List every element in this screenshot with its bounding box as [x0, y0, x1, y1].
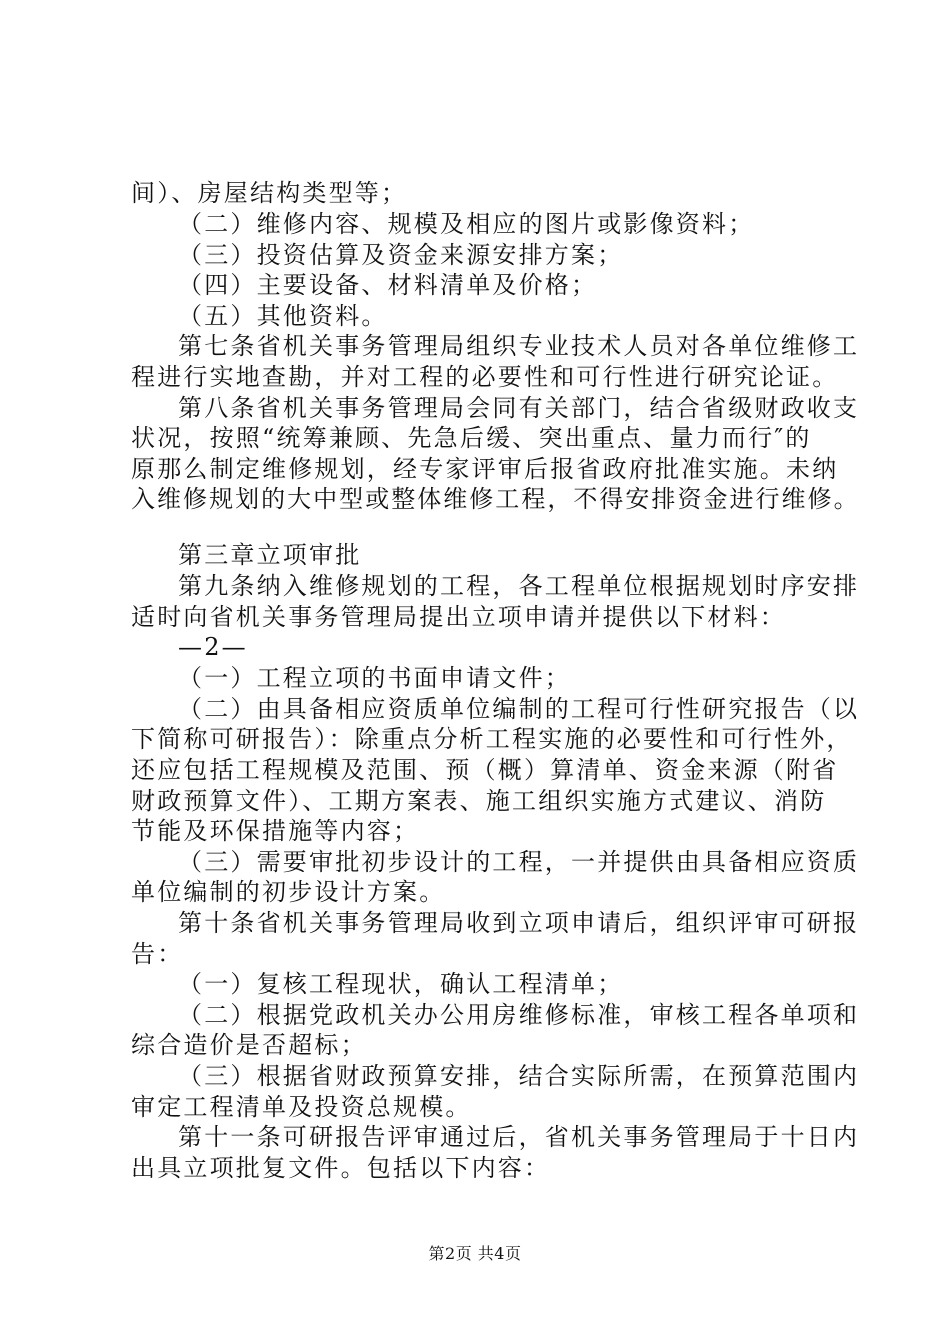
text-line: （五）其他资料。 — [178, 302, 388, 330]
text-line: 状况，按照“统筹兼顾、先急后缓、突出重点、量力而行″的 — [131, 424, 812, 452]
text-line: （四）主要设备、材料清单及价格； — [178, 271, 598, 299]
text-line: 财政预算文件）、工期方案表、施工组织实施方式建议、消防 — [131, 787, 827, 815]
text-line: （二）根据党政机关办公用房维修标准，审核工程各单项和 — [178, 1001, 860, 1029]
text-line: （三）根据省财政预算安排，结合实际所需，在预算范围内 — [178, 1062, 860, 1090]
text-line: 单位编制的初步设计方案。 — [131, 878, 446, 906]
page-footer: 第2页 共4页 — [428, 1244, 522, 1263]
text-line: 审定工程清单及投资总规模。 — [131, 1093, 472, 1121]
chapter-heading: 第三章立项审批 — [178, 541, 362, 569]
text-line: 入维修规划的大中型或整体维修工程，不得安排资金进行维修。 — [131, 485, 860, 513]
text-line: 综合造价是否超标； — [131, 1031, 367, 1059]
text-line: （二）维修内容、规模及相应的图片或影像资料； — [178, 210, 755, 238]
text-line: 告： — [131, 940, 184, 968]
text-line: 出具立项批复文件。包括以下内容： — [131, 1154, 551, 1182]
text-line: 节能及环保措施等内容； — [131, 817, 420, 845]
text-line: 还应包括工程规模及范围、预（概）算清单、资金来源（附省 — [131, 756, 839, 784]
text-line: 下简称可研报告）：除重点分析工程实施的必要性和可行性外， — [131, 725, 853, 753]
text-line: （一）复核工程现状，确认工程清单； — [178, 970, 624, 998]
text-line: 适时向省机关事务管理局提出立项申请并提供以下材料： — [131, 603, 786, 631]
text-line: （二）由具备相应资质单位编制的工程可行性研究报告（以 — [178, 695, 860, 723]
text-line: 程进行实地查勘，并对工程的必要性和可行性进行研究论证。 — [131, 363, 839, 391]
text-line: 第十一条可研报告评审通过后，省机关事务管理局于十日内 — [178, 1123, 860, 1151]
text-line: 第九条纳入维修规划的工程，各工程单位根据规划时序安排 — [178, 572, 860, 600]
text-line: 原那么制定维修规划，经专家评审后报省政府批准实施。未纳 — [131, 455, 839, 483]
inline-page-number: —2— — [178, 633, 248, 661]
text-line: 第八条省机关事务管理局会同有关部门，结合省级财政收支 — [178, 394, 860, 422]
text-line: 第十条省机关事务管理局收到立项申请后，组织评审可研报 — [178, 909, 860, 937]
text-line: 间）、房屋结构类型等； — [131, 179, 408, 207]
text-line: （三）需要审批初步设计的工程，一并提供由具备相应资质 — [178, 848, 860, 876]
text-line: 第七条省机关事务管理局组织专业技术人员对各单位维修工 — [178, 332, 860, 360]
text-line: （三）投资估算及资金来源安排方案； — [178, 241, 624, 269]
text-line: （一）工程立项的书面申请文件； — [178, 664, 571, 692]
